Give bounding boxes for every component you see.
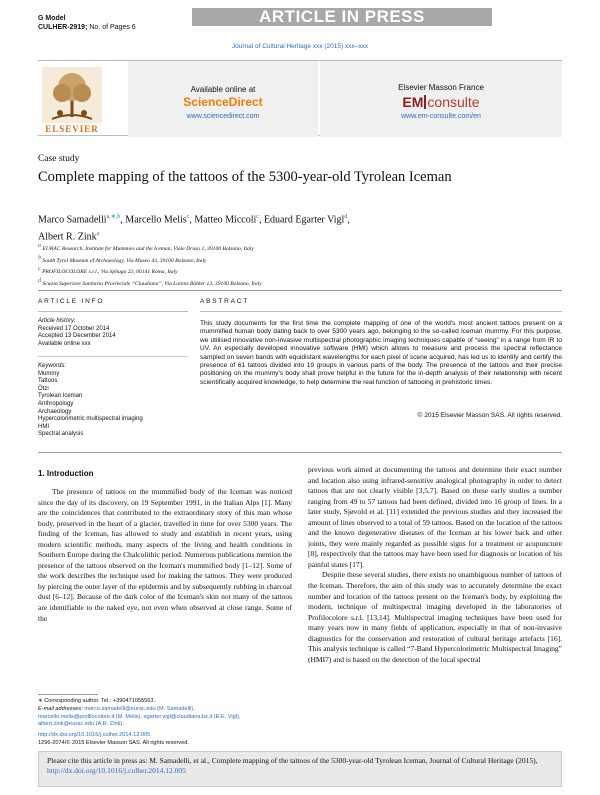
affiliation-item <box>38 265 558 277</box>
masthead <box>38 60 562 136</box>
affiliation-mark: b <box>38 254 41 261</box>
article-info-heading: ARTICLE INFO <box>38 298 105 305</box>
accepted-date: Accepted 13 December 2014 <box>38 333 116 340</box>
author-affil-mark[interactable]: c <box>186 214 190 220</box>
gmodel-label: G Model <box>38 15 66 22</box>
body-paragraph: previous work aimed at documenting the tattoos and determine their exact number and location also using infrared-sensitive analogical photography in order to detect tattoos that are not clearly visible [3,5,7]. Based on these early studies a number ranging from 49 to 57 tattoos had been defined, divided into 16 group of lines. In a later study, Sjøvold et al. [11] extended the previous studies and they increased the amount of lines observed to a total of 59 tattoos. Based on the location of the tattoos and the known degenerative diseases of the Iceman at his lower back and other joints, they were mainly regarded as possible signs for a treatment or acupuncture [8], respectively that the tattoos may have been used for diagnosis or location of his painful states [17]. <box>308 465 562 569</box>
section-divider <box>38 290 562 291</box>
journal-codes <box>38 14 136 32</box>
affiliations <box>38 242 558 289</box>
author-name[interactable]: Eduard Egarter Vigl <box>263 214 345 226</box>
citation-box <box>38 751 562 787</box>
keyword: Spectral analysis <box>38 431 84 438</box>
affiliation-item <box>38 277 558 289</box>
available-date: Available online xxx <box>38 340 91 347</box>
article-in-press-banner: ARTICLE IN PRESS <box>192 8 492 26</box>
abstract-heading: ABSTRACT <box>200 298 250 305</box>
citation-text: Please cite this article in press as: M. Samadelli, et al., Complete mapping of the tattoos of the 5300-year-old Tyrolean Iceman, Journal of Cultural Heritage (2015), <box>47 756 538 765</box>
citation-doi-link[interactable]: http://dx.doi.org/10.1016/j.culher.2014.12.005 <box>47 766 186 775</box>
keyword: Ötzi <box>38 385 49 392</box>
running-header <box>0 0 600 36</box>
available-online-label: Available online at <box>190 85 256 94</box>
keywords-list <box>38 363 188 439</box>
corresponding-author-note: ∗ Corresponding author. Tel.: +390471055563. <box>38 698 156 704</box>
affiliation-mark: c <box>38 266 41 273</box>
keyword: Anthropology <box>38 400 74 407</box>
author-list: Marco Samadelli$^{a,∗,b}$, Marcello Melis$^c$, Matteo Miccoli$^c$, Eduard Egarter Vigl$^d$, Albert R. Zink$^a$ <box>38 214 350 243</box>
affiliation-text: South Tyrol Museum of Archaeology, Via Museo 43, 39100 Bolzano, Italy <box>42 257 207 264</box>
publisher-name: Elsevier Masson France <box>398 83 484 92</box>
email-label: E-mail addresses: <box>38 705 83 712</box>
keyword: Tattoos <box>38 378 58 385</box>
sciencedirect-panel <box>128 61 318 137</box>
author-name[interactable]: Matteo Miccoli <box>194 214 257 226</box>
doi-link[interactable]: http://dx.doi.org/10.1016/j.culher.2014.12.005 <box>38 732 151 739</box>
article-type: Case study <box>38 154 80 164</box>
info-divider <box>38 356 188 357</box>
article-title: Complete mapping of the tattoos of the 5300-year-old Tyrolean Iceman <box>38 169 452 185</box>
abstract-text: This study documents for the first time the complete mapping of one of the world's most ancient tattoos present on a mummified human body dating back to over 5300 years ago, belonging to the so-called Iceman mummy. For this purpose, we utilised innovative non-invasive multispectral photographic imaging techniques capable of “seeing” in a range from IR to UV. An especially developed innovative software (HMI) which allows to measure and process the spectral reflectance sampled on seven bands with equidistant wavelengths for each pixel of scene acquired, has led us to identify and certify the presence of 61 tattoos divided into 19 groups in various parts of the body. The presence of the tattoos and their precise positioning on the mummy's body shall prove helpful in the future for the in-depth analysis of their relationship with recent scientifically acquired knowledge, to help determine the real function of tattooing in prehistoric times. <box>200 320 562 386</box>
abstract-copyright: © 2015 Elsevier Masson SAS. All rights reserved. <box>417 412 562 419</box>
info-divider <box>38 311 188 312</box>
keyword: Tyrolean Iceman <box>38 393 83 400</box>
article-code: CULHER-2919; <box>38 24 88 31</box>
author-name[interactable]: Marcello Melis <box>125 214 187 226</box>
sciencedirect-logo[interactable]: ScienceDirect <box>183 95 263 109</box>
article-history <box>38 318 188 348</box>
email-link[interactable]: marcello.melis@profilocolore.it (M. Melis), egarter.vigl@claudiana.bz.it (E.E. Vigl), <box>38 713 241 720</box>
section-divider <box>38 452 562 453</box>
keyword: HMI <box>38 423 49 430</box>
page-count: No. of Pages 6 <box>89 24 136 31</box>
affiliation-text: Scuola Superiore Sanitaria Provinciale “Claudiana”, Via Lorenz Böhler 13, 39100 Bolzano, Italy <box>42 280 262 287</box>
em-consulte-link[interactable]: www.em-consulte.com/en <box>401 113 481 120</box>
author-affil-mark[interactable]: d <box>344 214 348 220</box>
body-paragraph: Despite these several studies, there exists no unambiguous number of tattoos of the Iceman. Therefore, the aim of this study was to accurately determine the exact number and location of the tattoos present on the Iceman's body, by exploiting the modern, technique of multispectral imaging developed in the laboratories of Profilocolore s.r.l. [13,14]. Multispectral imaging techniques have been used for many years now in many fields of application, especially in that of non-invasive diagnostics for the conservation and restoration of cultural heritage artefacts [16]. This analysis technique is called “7-Band Hypercolorimetric Multispectral Imaging” (HMI7) and is based on the detection of the local spectral <box>308 570 562 664</box>
keywords-label: Keywords: <box>38 363 67 369</box>
footnote-rule <box>38 694 98 695</box>
affiliation-mark: a <box>38 243 41 249</box>
affiliation-mark: d <box>38 277 41 284</box>
affiliation-text: PROFILOCOLORE s.r.l., Via Sphuga 22, 00141 Roma, Italy <box>42 269 178 276</box>
body-right-column <box>308 465 562 665</box>
history-label: Article history: <box>38 318 76 324</box>
author-name[interactable]: Marco Samadelli <box>38 214 107 226</box>
elsevier-wordmark: ELSEVIER <box>45 124 99 134</box>
em-consulte-panel <box>320 61 562 137</box>
keyword: Mummy <box>38 370 60 377</box>
issn-copyright: 1296-2074/© 2015 Elsevier Masson SAS. All rights reserved. <box>38 739 189 746</box>
em-logo-em: EM <box>402 94 424 110</box>
email-link[interactable]: marco.samadelli@eurac.edu (M. Samadelli), <box>84 705 195 712</box>
keyword: Archaeology <box>38 408 72 415</box>
author-name[interactable]: Albert R. Zink <box>38 231 97 243</box>
body-paragraph: The presence of tattoos on the mummified body of the Iceman was noticed since the day of its discovery, on 19 September 1991, in the Italian Alps [1]. Many are the coincidences that contributed to the extraordinary story of this man whose body, preserved in the heart of a glacier, travelled in time for over 5300 years. The finding of the Iceman, has allowed to study and establish in recent years, using modern scientific methods, many aspects of the living and health conditions in Southern Europe during the Chalcolithic period. Numerous publications mention the presence of the tattoos observed on the Iceman's mummified body [1–12]. Some of the work describes the technique used for making the tattoos. They were produced by piercing the outer layer of the epidermis and by subsequently rubbing in charcoal dust [6–12]. Because of the dark color of the Iceman's skin not many of the tattoos are identifiable to the naked eye, not even when observed at close range. Some of the <box>38 487 292 623</box>
affiliation-text: EURAC Research, Institute for Mummies and the Iceman, Viale Druso 1, 39100 Bolzano, Italy <box>42 245 254 252</box>
author-affil-mark[interactable]: a <box>96 231 100 238</box>
affiliation-item <box>38 242 558 254</box>
email-link[interactable]: albert.zink@eurac.edu (A.R. Zink). <box>38 721 124 728</box>
em-logo-consulte: consulte <box>427 94 480 110</box>
footnotes <box>38 698 288 748</box>
affiliation-item <box>38 254 558 266</box>
received-date: Received 17 October 2014 <box>38 325 110 332</box>
body-left-column <box>38 487 292 624</box>
abstract-divider <box>200 311 562 312</box>
journal-citation-link[interactable]: Journal of Cultural Heritage xxx (2015) xxx–xxx <box>231 43 369 50</box>
keyword: Hypercolorimetric multispectral imaging <box>38 416 143 423</box>
section-heading-introduction: 1. Introduction <box>38 469 94 478</box>
author-affil-mark[interactable]: c <box>256 214 259 220</box>
author-affil-mark[interactable]: a,∗,b <box>106 214 121 220</box>
sciencedirect-link[interactable]: www.sciencedirect.com <box>186 113 260 120</box>
em-consulte-logo[interactable] <box>320 94 562 110</box>
